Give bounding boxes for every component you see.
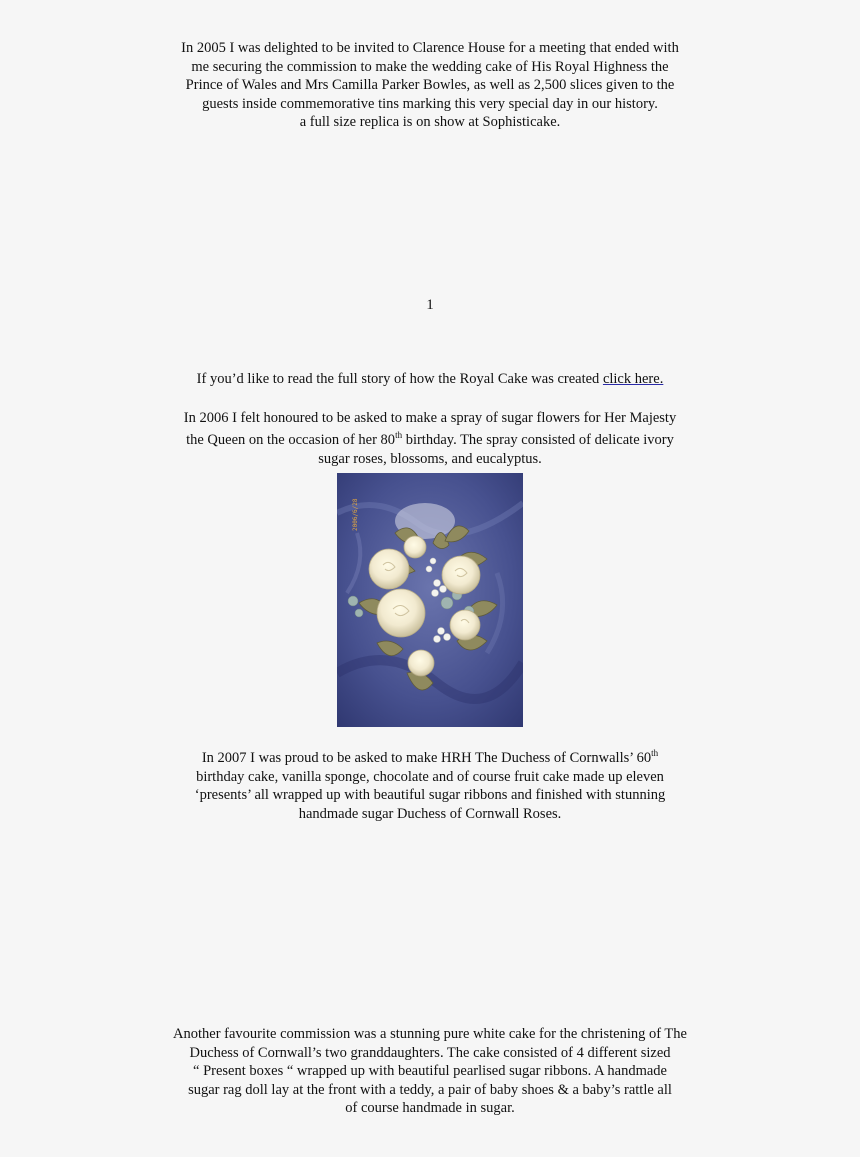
paragraph-line: birthday cake, vanilla sponge, chocolate and of course fruit cake made up eleven <box>196 768 664 785</box>
paragraph-line: sugar rag doll lay at the front with a teddy, a pair of baby shoes & a baby’s rattle all <box>188 1081 672 1098</box>
paragraph-line: Prince of Wales and Mrs Camilla Parker Bowles, as well as 2,500 slices given to the <box>185 77 675 93</box>
paragraph-line: me securing the commission to make the wedding cake of His Royal Highness the <box>191 58 669 75</box>
paragraph-line: In 2007 I was proud to be asked to make HRH The Duchess of Cornwalls’ 60th <box>201 748 659 766</box>
photo-date-stamp: 2006/6/28 <box>352 498 359 531</box>
paragraph-line: In 2006 I felt honoured to be asked to make a spray of sugar flowers for Her Majesty <box>183 410 677 426</box>
paragraph-line: handmade sugar Duchess of Cornwall Roses. <box>298 805 562 822</box>
paragraph-line: sugar roses, blossoms, and eucalyptus. <box>318 451 542 467</box>
paragraph-line: Another favourite commission was a stunning pure white cake for the christening of The <box>173 1026 687 1042</box>
ordinal-suffix: th <box>395 430 403 440</box>
paragraph-line: ‘presents’ all wrapped up with beautiful sugar ribbons and finished with stunning <box>194 787 666 803</box>
paragraph-line: the Queen on the occasion of her 80th birthday. The spray consisted of delicate ivory <box>186 430 674 448</box>
paragraph-2006 <box>0 407 860 470</box>
paragraph-2005 <box>0 39 860 132</box>
paragraph-line: a full size replica is on show at Sophisticake. <box>299 114 561 130</box>
paragraph-line: “ Present boxes “ wrapped up with beautiful pearlised sugar ribbons. A handmade <box>193 1063 667 1079</box>
paragraph-line: In 2005 I was delighted to be invited to Clarence House for a meeting that ended with <box>181 40 679 56</box>
sugar-flower-spray-photo <box>337 473 523 727</box>
paragraph-line: Duchess of Cornwall’s two granddaughters. The cake consisted of 4 different sized <box>189 1044 671 1061</box>
paragraph-line: of course handmade in sugar. <box>345 1100 515 1116</box>
page-number: 1 <box>426 297 434 313</box>
paragraph-line: guests inside commemorative tins marking this very special day in our history. <box>202 95 658 112</box>
click-here-link[interactable]: click here. <box>602 371 664 387</box>
royal-cake-story-line <box>0 370 860 389</box>
paragraph-2007 <box>0 749 860 823</box>
story-link-prefix: If you’d like to read the full story of how the Royal Cake was created <box>196 371 603 387</box>
paragraph-christening <box>0 1025 860 1118</box>
ordinal-suffix: th <box>651 748 659 758</box>
